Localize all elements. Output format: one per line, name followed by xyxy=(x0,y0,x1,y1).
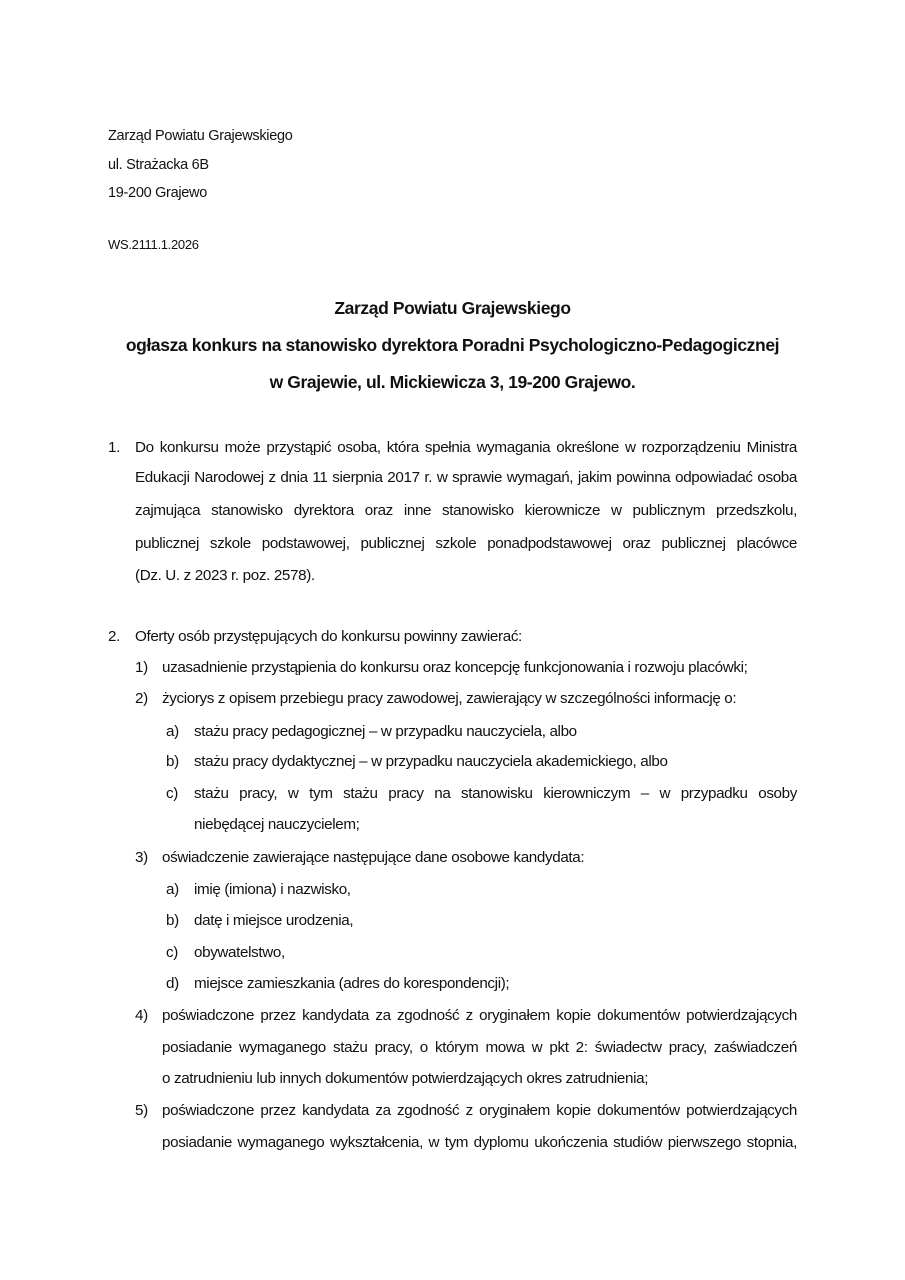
subitem-letter: d) xyxy=(166,975,179,992)
list-subitem: miejsce zamieszkania (adres do korespondencji); xyxy=(194,975,510,992)
section-intro: Oferty osób przystępujących do konkursu powinny zawierać: xyxy=(135,628,522,645)
subitem-letter: a) xyxy=(166,881,179,898)
item-number: 5) xyxy=(135,1102,148,1119)
address-line: Zarząd Powiatu Grajewskiego xyxy=(108,128,293,144)
list-item: posiadanie wymaganego wykształcenia, w tym dyplomu ukończenia studiów pierwszego stopnia, xyxy=(162,1134,797,1151)
list-subitem: niebędącej nauczycielem; xyxy=(194,816,360,833)
title-line: w Grajewie, ul. Mickiewicza 3, 19-200 Grajewo. xyxy=(269,372,636,392)
list-item: uzasadnienie przystąpienia do konkursu oraz koncepcję funkcjonowania i rozwoju placówki; xyxy=(162,659,748,676)
list-item: o zatrudnieniu lub innych dokumentów potwierdzających okres zatrudnienia; xyxy=(162,1070,649,1087)
list-subitem: stażu pracy pedagogicznej – w przypadku nauczyciela, albo xyxy=(194,723,577,740)
address-line: 19-200 Grajewo xyxy=(108,185,207,201)
address-line: ul. Strażacka 6B xyxy=(108,157,209,173)
reference-number: WS.2111.1.2026 xyxy=(108,237,199,252)
paragraph-line: Edukacji Narodowej z dnia 11 sierpnia 2017 r. w sprawie wymagań, jakim powinna odpowiadać osoba xyxy=(135,469,797,486)
item-number: 4) xyxy=(135,1007,148,1024)
title-line: ogłasza konkurs na stanowisko dyrektora Poradni Psychologiczno-Pedagogicznej xyxy=(125,335,780,355)
list-item: życiorys z opisem przebiegu pracy zawodowej, zawierający w szczególności informację o: xyxy=(162,690,737,707)
list-subitem: obywatelstwo, xyxy=(194,944,285,961)
paragraph-line: Do konkursu może przystąpić osoba, która spełnia wymagania określone w rozporządzeniu Ministra xyxy=(135,439,797,456)
item-number: 1) xyxy=(135,659,148,676)
list-subitem: stażu pracy dydaktycznej – w przypadku nauczyciela akademickiego, albo xyxy=(194,753,668,770)
subitem-letter: b) xyxy=(166,912,179,929)
subitem-letter: c) xyxy=(166,944,178,961)
item-number: 2) xyxy=(135,690,148,707)
paragraph-line: publicznej szkole podstawowej, publicznej szkole ponadpodstawowej oraz publicznej placówce xyxy=(135,535,797,552)
list-item: poświadczone przez kandydata za zgodność z oryginałem kopie dokumentów potwierdzających xyxy=(162,1007,797,1024)
list-subitem: imię (imiona) i nazwisko, xyxy=(194,881,351,898)
list-item: posiadanie wymaganego stażu pracy, o którym mowa w pkt 2: świadectw pracy, zaświadczeń xyxy=(162,1039,797,1056)
subitem-letter: a) xyxy=(166,723,179,740)
list-item: poświadczone przez kandydata za zgodność z oryginałem kopie dokumentów potwierdzających xyxy=(162,1102,797,1119)
list-item: oświadczenie zawierające następujące dane osobowe kandydata: xyxy=(162,849,585,866)
section-number: 2. xyxy=(108,628,120,645)
subitem-letter: b) xyxy=(166,753,179,770)
paragraph-line: zajmująca stanowisko dyrektora oraz inne stanowisko kierownicze w publicznym przedszkolu, xyxy=(135,502,797,519)
list-subitem: stażu pracy, w tym stażu pracy na stanowisku kierowniczym – w przypadku osoby xyxy=(194,785,797,802)
item-number: 3) xyxy=(135,849,148,866)
subitem-letter: c) xyxy=(166,785,178,802)
section-number: 1. xyxy=(108,439,120,456)
list-subitem: datę i miejsce urodzenia, xyxy=(194,912,354,929)
title-line: Zarząd Powiatu Grajewskiego xyxy=(334,298,571,318)
paragraph-line: (Dz. U. z 2023 r. poz. 2578). xyxy=(135,567,315,584)
